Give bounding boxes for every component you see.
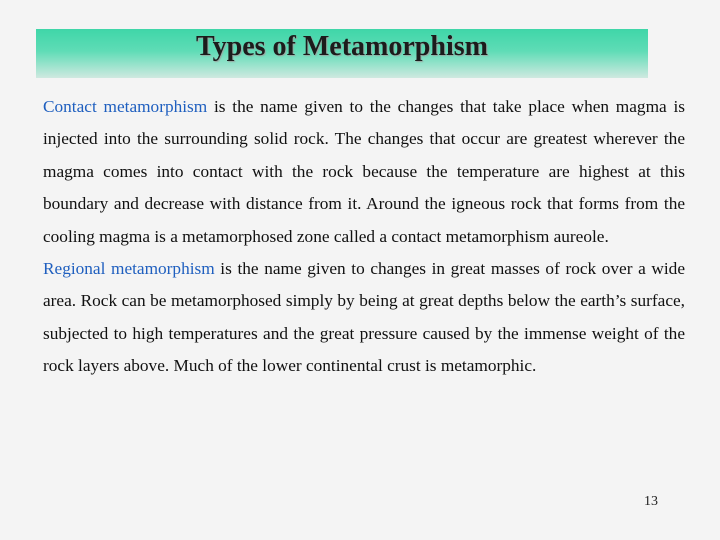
page-number: 13 <box>644 494 658 509</box>
paragraph-regional-text: is the name given to changes in great masses of rock over a wide area. Rock can be metamorphosed simply by being at great depths below the earth’s surface, subjected to high temperatures and the great pressure caused by the immense weight of the rock layers above. Much of the lower continental crust is metamorphic. <box>43 259 685 376</box>
term-contact-metamorphism: Contact metamorphism <box>43 97 208 116</box>
term-regional-metamorphism: Regional metamorphism <box>43 259 215 279</box>
paragraph-regional <box>43 253 685 383</box>
paragraph-contact-text: is the name given to the changes that take place when magma is injected into the surrounding solid rock. The changes that occur are greatest wherever the magma comes into contact with the rock because the temperature are highest at this boundary and decrease with distance from it. Around the igneous rock that forms from the cooling magma is a metamorphosed zone called a contact metamorphism aureole. <box>43 97 685 246</box>
title-bar <box>36 29 648 78</box>
paragraph-contact <box>43 91 685 253</box>
slide-title: Types of Metamorphism <box>196 31 488 62</box>
slide-body <box>43 91 685 383</box>
